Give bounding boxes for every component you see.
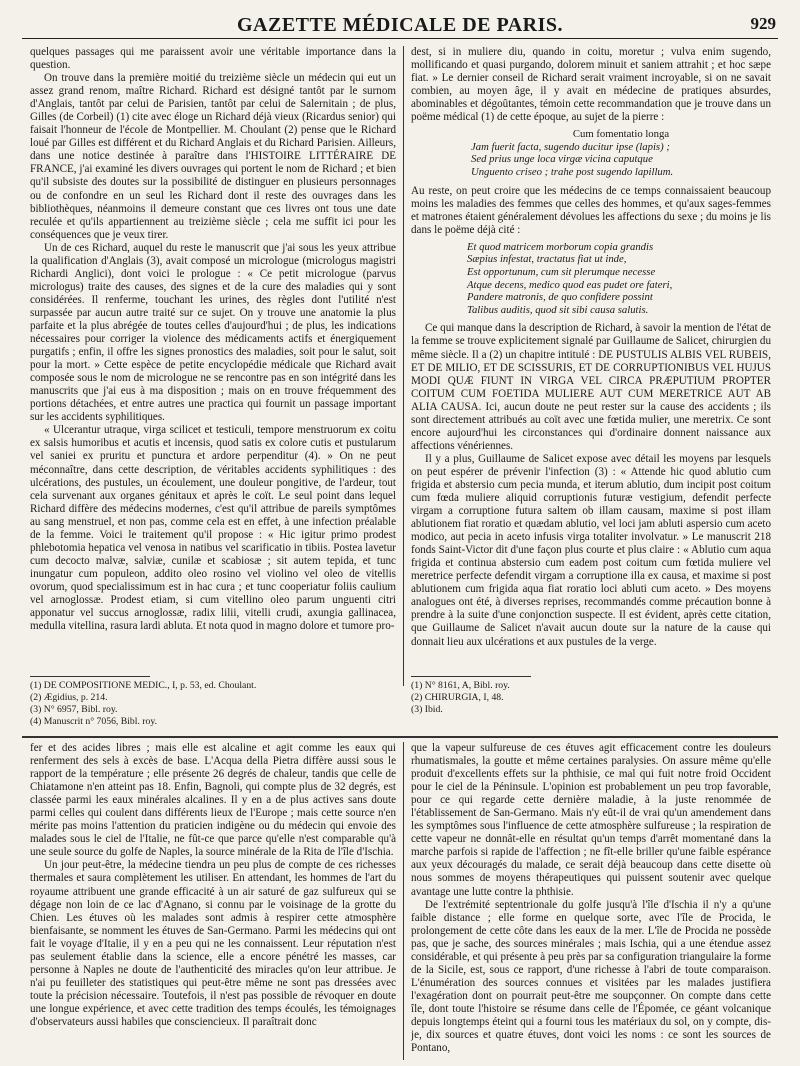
- paragraph: Un de ces Richard, auquel du reste le manuscrit que j'ai sous les yeux attribue la qualification d'Anglais (3), avait composé un micrologue (micrologus magistri Richardi Anglici), dont voici le prologue : « Ce petit micrologue (parvus micrologus) traite des causes, des signes et de la cure des maladies qui y sont considérées. Il renferme, touchant les urines, des règles dont l'utilité n'est surpassée par aucun autre traité sur ce sujet. On y trouve une anatomie la plus parfaite et la plus abrégée de toutes celles d'aujourd'hui ; de plus, les indications nécessaires pour corriger la violence des médicaments actifs et énergiquement purgatifs ; enfin, il offre les signes pronostics des maladies, soit pour le salut, soit pour la mort. » Cette espèce de petite encyclopédie médicale que Richard avait composée sous le nom de micrologue ne se rencontre pas en son intégrité dans les manuscrits que j'ai eus à ma disposition ; mais on en trouve fréquemment des portions détachées, et entre autres une practica qui fournit un passage important sur les accidents syphilitiques.: [30, 241, 396, 424]
- latin-poem: [411, 237, 771, 323]
- paragraph: fer et des acides libres ; mais elle est alcaline et agit comme les eaux qui renferment des sels à excès de base. L'Acqua della Pietra diffère aussi sous le rapport de la température ; elle présente 26 degrés de chaleur, tandis que celle de Chiatamone n'en atteint pas 18. Enfin, Bagnoli, qui compte plus de 32 degrés, est classée parmi les eaux minérales alcalines. Il y en a de plus actives sans doute parmi celles qui coulent dans différents lieux de l'Europe ; mais cette source n'en mérite pas moins l'attention du praticien indigène ou du médecin qui envoie des malades sous le ciel de l'Italie, ne fût-ce que parce qu'elle n'est comparable qu'à une seule source du golfe de Naples, la source minérale de la Rita de l'île d'Ischia.: [30, 742, 396, 859]
- paragraph: « Ulcerantur utraque, virga scilicet et testiculi, tempore menstruorum ex coitu ex salsis humoribus et acutis et incensis, quod satis ex colore cutis et pustularum vel saniei ex pruritu et punctura et ardore perpenditur (4). » On ne peut méconnaître, dans cette description, de véritables accidents syphilitiques : des ulcérations, des pustules, un écoulement, une douleur pongitive, de l'ardeur, tout cela survenant aux organes génitaux et après le coït. Le seul point dans lequel Richard diffère des médecins modernes, c'est qu'il attribue de pareils symptômes au sang menstruel, et non pas, comme cela est en effet, à une infection préalable de la femme. Voici le traitement qu'il propose : « Hic igitur primo prodest phlebotomia hepatica vel venosa in natibus vel scarificatio in tibiis. Postea lavetur cum decocto malvæ, salviæ, cunilæ et scabiosæ ; sit autem tepida, et tunc inungatur cum populeon, addito oleo rosino vel violino vel oleo de vitellis ovorum, quod specialissimum est in hac cura ; et tunc cooperiatur foliis caulium vel arnoglossæ. Prodest etiam, si cum vitellino oleo parum unguenti citri apponatur vel succus arnoglossæ, radix lilii, vitelli crudi, axungia gallinacea, medulla vitellina, rasura lardi abluta. Et nota quod in magno dolore et tumore pro-: [30, 424, 396, 633]
- lower-right-column: [411, 742, 771, 1060]
- latin-poem: [411, 124, 771, 184]
- poem-line: Et quod matricem morborum copia grandis: [467, 240, 654, 253]
- poem-line: Sæpius infestat, tractatus fiat ut inde,: [467, 253, 627, 266]
- footnote: (1) DE COMPOSITIONE MEDIC., I, p. 53, ed. Choulant.: [30, 680, 257, 691]
- lower-left-column: [30, 742, 396, 1060]
- poem-line: Cum fomentatio longa: [572, 128, 670, 141]
- footnotes-right: [411, 680, 771, 716]
- column-divider: [403, 46, 404, 686]
- footnote: (1) N° 8161, A, Bibl. roy.: [411, 680, 510, 691]
- paragraph: Un jour peut-être, la médecine tiendra un peu plus de compte de ces richesses thermales et saura complètement les utiliser. En attendant, les hommes de l'art du royaume attribuent une grande efficacité à un air saturé de gaz sulfureux qui se dégage non loin de ce lac d'Agnano, si connu par le voisinage de la grotte du Chien. Les étuves où les malades sont admis à respirer cette atmosphère bienfaisante, se nomment les étuves de San-Germano. Parmi les médecins qui ont fait le voyage d'Italie, il y en a peu qui ne les connaissent. Leur réputation n'est pas seulement établie dans la science, elle a encore pénétré les masses, car personne à Naples ne doute de l'authenticité des miracles qu'on leur attribue. Je n'ai pu feuilleter des statistiques qui peut-être même ne sont pas dressées avec toute la précision nécessaire. Toutefois, il n'est pas possible de révoquer en doute une longue expérience, et avec cette tradition des temps écoulés, les témoignages d'observateurs aussi habiles que consciencieux. Il paraîtrait donc: [30, 859, 396, 1028]
- poem-line: Jam fuerit facta, sugendo ducitur ipse (lapis) ;: [471, 140, 670, 153]
- paragraph: dest, si in muliere diu, quando in coitu, moretur ; vulva enim sugendo, mollificando et quasi purgando, dolorem minuit et saniem attrahit ; et hoc sæpe fiat. » Le dernier conseil de Richard serait vraiment incroyable, si on ne savait combien, au moyen âge, il y avait en médecine de pratiques absurdes, abominables et dégoûtantes, témoin cette recommandation que je trouve dans un poëme médical (1) de cette époque, au sujet de la pierre :: [411, 46, 771, 124]
- feuilleton-divider: [22, 736, 778, 738]
- paragraph: quelques passages qui me paraissent avoir une véritable importance dans la question.: [30, 46, 396, 72]
- paragraph: Il y a plus, Guillaume de Salicet expose avec détail les moyens par lesquels on peut espérer de prévenir l'infection (3) : « Attende hic quod ablutio cum frigida et abstersio cum pecia munda, et iterum ablutio, dum incipit post coitum cum fœda muliere aliquid corruptionis futuræ vestigium, defendit perfecte virgam a corruptione futura saltem ob illam causam, maxime si post illam ablutionem fiat roratio et quædam ablutio, vel loci jam abluti aspersio cum aceto modico, aut pecia in aceto infusis virga totaliter involvatur. » Le manuscrit 218 fonds Saint-Victor dit d'une façon plus courte et plus claire : « Ablutio cum aqua frigida et continua abstersio cum eadem post coitum cum fœtida muliere vel meretrice perfecte defendit virgam a corruptione illa ex causa, et maxime si post ablutionem cum frigida aqua fiat roratio loci abluti cum aceto. » Des moyens analogues ont été, à diverses reprises, recommandés comme précaution bonne à prendre à la suite d'une conjonction suspecte. Il est évident, après cette citation, que Guillaume de Salicet n'avait aucun doute sur la nature de la cause qui donnait lieu aux ulcérations et aux pustules de la verge.: [411, 452, 771, 648]
- poem-line: Pandere matronis, de quo confidere possint: [467, 291, 653, 304]
- paragraph: On trouve dans la première moitié du treizième siècle un médecin qui eut un assez grand renom, maître Richard. Richard est désigné tantôt par le surnom d'Anglais, tantôt par celui de Parisien, tantôt par celui de Salernitain ; de plus, Gilles (de Corbeil) (1) cite avec éloge un Richard déjà vieux (Ricardus senior) qui faisait l'honneur de l'école de Montpellier. M. Choulant (2) pense que le Richard loué par Gilles est différent et du Richard Anglais et du Richard Parisien. Ailleurs, dans une notice destinée à paraître dans l'HISTOIRE LITTÉRAIRE DE FRANCE, j'ai examiné les divers ouvrages qui portent le nom de Richard ; et bien qu'il subsiste des doutes sur la possibilité de distinguer en plusieurs personnages ou de confondre en un seul les Richard dont il reste des ouvrages dans les bibliothèques, néanmoins il demeure constant que ces livres ont tous une date reculée et qu'ils appartiennent au treizième siècle ; cela me suffit ici pour les conséquences que je veux tirer.: [30, 72, 396, 241]
- poem-line: Talibus auditis, quod sit sibi causa salutis.: [467, 303, 649, 316]
- footnotes-left: [30, 680, 396, 728]
- page-number: 929: [750, 14, 776, 33]
- column-divider: [403, 742, 404, 1060]
- poem-line: Sed prius unge loca virgæ vicina caputque: [471, 153, 653, 166]
- paragraph: Au reste, on peut croire que les médecins de ce temps connaissaient beaucoup moins les maladies des femmes que celles des hommes, et qu'aux sages-femmes et matrones étaient généralement dévolues les affections du sexe ; du moins je lis dans le poëme déjà cité :: [411, 184, 771, 236]
- upper-left-column: [30, 46, 396, 670]
- poem-line: Unguento criseo ; trahe post sugendo lapillum.: [471, 166, 674, 179]
- footnote-rule: [30, 676, 150, 677]
- footnote: (3) N° 6957, Bibl. roy.: [30, 704, 118, 715]
- paragraph: que la vapeur sulfureuse de ces étuves agit efficacement contre les douleurs rhumatismales, la goutte et même certaines paralysies. On assure même qu'elle produit d'excellents effets sur la phthisie, ce mal qui fuit notre froid Occident pour le ciel de la Péninsule. L'opinion est probablement un peu trop favorable, pour ce qui regarde cette dernière maladie, à la juste renommée de l'établissement de San-Germano. Mais n'y eût-il de vrai qu'un amendement dans les symptômes sous l'influence de cette atmosphère sulfureuse ; la respiration de cette vapeur ne donnât-elle en résultat qu'un temps d'arrêt momentané dans la marche parfois si rapide de l'affection ; ne fît-elle briller qu'une faible espérance aux yeux découragés du malade, ce serait déjà beaucoup dans cette disette où nous sommes de moyens thérapeutiques qui puissent soutenir avec quelque avantage une lutte contre la phthisie.: [411, 742, 771, 898]
- footnote: (2) Ægidius, p. 214.: [30, 692, 108, 703]
- poem-line: Est opportunum, cum sit plerumque necesse: [467, 266, 656, 279]
- journal-title: GAZETTE MÉDICALE DE PARIS.: [236, 14, 564, 36]
- footnote: (2) CHIRURGIA, I, 48.: [411, 692, 504, 703]
- paragraph: De l'extrémité septentrionale du golfe jusqu'à l'île d'Ischia il n'y a qu'une faible distance ; elle forme en quelque sorte, avec l'île de Procida, le prolongement de cette côte dans les eaux de la mer. L'île de Procida ne possède pas, que je sache, des sources minérales ; mais Ischia, qui a une étendue assez considérable, et qui présente à peu près par sa configuration triangulaire la forme de la Sicile, est, sous ce rapport, d'une richesse à l'abri de toute comparaison. L'énumération des sources connues et visitées par les malades justifiera l'exagération dont on pourrait peut-être me soupçonner. On compte dans cette île, dont toute l'histoire se résume dans celle de l'Épomée, ce géant volcanique depuis longtemps éteint qui a fourni tous les matériaux du sol, on y compte, dis-je, dix sources et quatre étuves, dont voici les noms : ce sont les sources de Pontano,: [411, 898, 771, 1055]
- page-header: [22, 12, 778, 39]
- footnote-rule: [411, 676, 531, 677]
- footnote: (4) Manuscrit n° 7056, Bibl. roy.: [30, 716, 158, 727]
- footnote: (3) Ibid.: [411, 704, 443, 715]
- upper-right-column: [411, 46, 771, 670]
- paragraph: Ce qui manque dans la description de Richard, à savoir la mention de l'état de la femme se trouve explicitement signalé par Guillaume de Salicet, chirurgien du même siècle. Il a (2) un chapitre intitulé : DE PUSTULIS ALBIS VEL RUBEIS, ET DE MILIO, ET DE SCISSURIS, ET DE CORRUPTIONIBUS VEL HUJUS MODI QUÆ FIUNT IN VIRGA VEL CIRCA PRÆPUTIUM PROPTER COITUM CUM FOETIDA MULIERE AUT CUM MERETRICE AUT AB ALIA CAUSA. Ici, aucun doute ne peut rester sur la cause des accidents ; ils sont directement attribués au coït avec une fœtida mulier, une meretrix. Ce sont encore aujourd'hui les circonstances qui d'ordinaire donnent naissance aux affections vénériennes.: [411, 322, 771, 452]
- poem-line: Atque decens, medico quod eas pudet ore fateri,: [467, 278, 673, 291]
